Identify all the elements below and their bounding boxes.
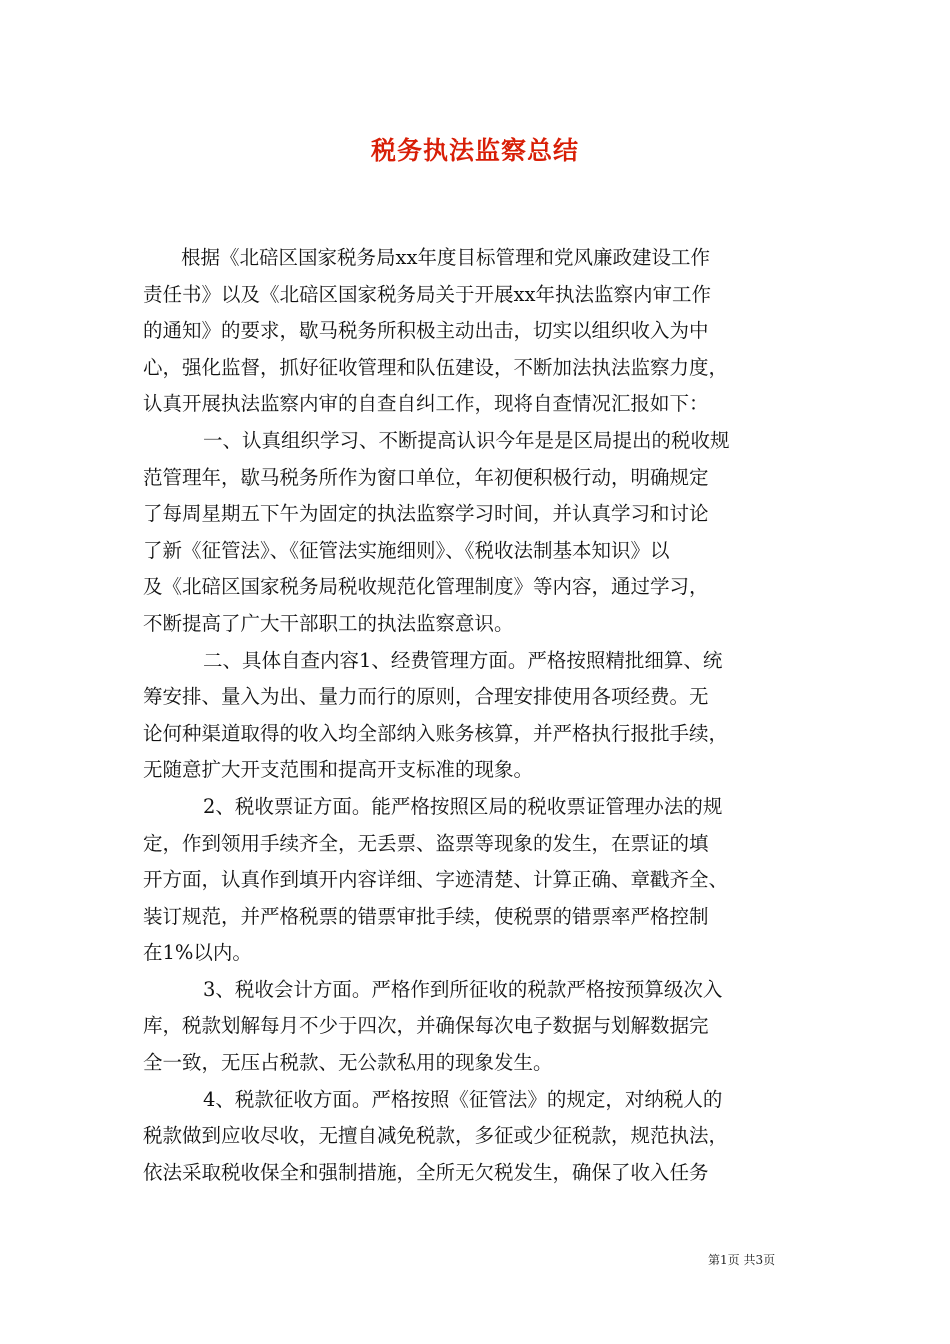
paragraph-4-line-1: 2、税收票证方面。能严格按照区局的税收票证管理办法的规	[203, 794, 723, 818]
page-number: 第1页 共3页	[708, 1253, 776, 1267]
paragraph-4-line-4: 装订规范，并严格税票的错票审批手续，使税票的错票率严格控制	[143, 904, 709, 928]
paragraph-2-line-1: 一、认真组织学习、不断提高认识今年是是区局提出的税收规	[203, 428, 730, 452]
document-body	[143, 240, 808, 1191]
paragraph-4-line-3: 开方面，认真作到填开内容详细、字迹清楚、计算正确、章戳齐全、	[143, 868, 729, 892]
paragraph-6-line-2: 税款做到应收尽收，无擅自减免税款，多征或少征税款，规范执法，	[143, 1124, 729, 1148]
paragraph-2-line-3: 了每周星期五下午为固定的执法监察学习时间，并认真学习和讨论	[143, 502, 709, 526]
paragraph-2-line-6: 不断提高了广大干部职工的执法监察意识。	[143, 611, 514, 635]
paragraph-2-line-4: 了新《征管法》、《征管法实施细则》、《税收法制基本知识》以	[143, 538, 670, 562]
document-title: 税务执法监察总结	[370, 136, 579, 165]
paragraph-3-line-1: 二、具体自查内容1、经费管理方面。严格按照精批细算、统	[203, 648, 723, 672]
paragraph-5-line-2: 库，税款划解每月不少于四次，并确保每次电子数据与划解数据完	[143, 1014, 709, 1038]
paragraph-3-line-4: 无随意扩大开支范围和提高开支标准的现象。	[143, 758, 534, 782]
paragraph-4-line-5: 在1%以内。	[143, 941, 252, 965]
paragraph-3-line-2: 筹安排、量入为出、量力而行的原则，合理安排使用各项经费。无	[143, 685, 709, 709]
paragraph-3-line-3: 论何种渠道取得的收入均全部纳入账务核算，并严格执行报批手续，	[143, 721, 729, 745]
paragraph-6-line-1: 4、税款征收方面。严格按照《征管法》的规定，对纳税人的	[203, 1087, 723, 1111]
paragraph-1-line-3: 的通知》的要求，歇马税务所积极主动出击，切实以组织收入为中	[143, 319, 709, 343]
paragraph-1-line-2: 责任书》以及《北碚区国家税务局关于开展xx年执法监察内审工作	[143, 282, 711, 306]
paragraph-1-line-4: 心，强化监督，抓好征收管理和队伍建设，不断加法执法监察力度，	[143, 355, 729, 379]
paragraph-2-line-5: 及《北碚区国家税务局税收规范化管理制度》等内容，通过学习，	[143, 575, 709, 599]
paragraph-5-line-3: 全一致，无压占税款、无公款私用的现象发生。	[143, 1051, 553, 1075]
paragraph-2-line-2: 范管理年，歇马税务所作为窗口单位，年初便积极行动，明确规定	[143, 465, 709, 489]
paragraph-5-line-1: 3、税收会计方面。严格作到所征收的税款严格按预算级次入	[203, 977, 723, 1001]
paragraph-1-line-1: 根据《北碚区国家税务局xx年度目标管理和党风廉政建设工作	[181, 246, 710, 269]
paragraph-4-line-2: 定，作到领用手续齐全，无丢票、盗票等现象的发生，在票证的填	[143, 831, 709, 855]
paragraph-1-line-5: 认真开展执法监察内审的自查自纠工作，现将自查情况汇报如下：	[143, 392, 709, 416]
paragraph-6-line-3: 依法采取税收保全和强制措施，全所无欠税发生，确保了收入任务	[143, 1160, 709, 1184]
